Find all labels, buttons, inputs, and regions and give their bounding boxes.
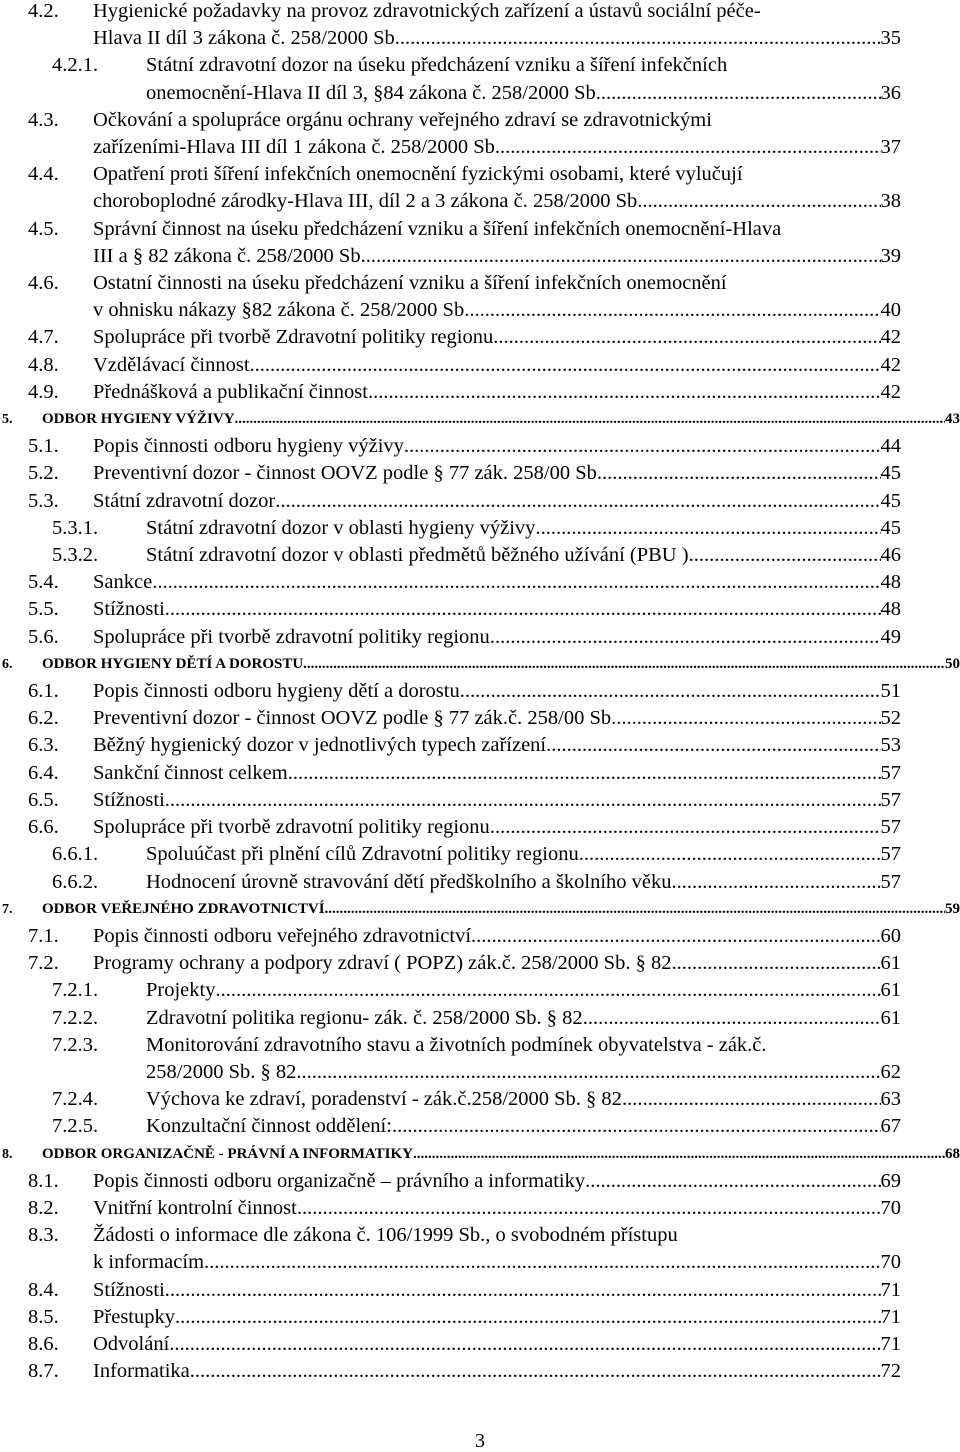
toc-entry-number: 4.3. [28, 108, 59, 131]
toc-dot-leader [392, 1113, 881, 1140]
toc-entry-number: 7.2.1. [52, 979, 99, 1002]
toc-dot-leader [535, 515, 880, 542]
toc-page-number: 59 [945, 900, 960, 917]
toc-page-number: 57 [880, 870, 901, 893]
toc-entry-number: 7.2.2. [52, 1006, 99, 1029]
toc-entry-number: 6.6.2. [52, 870, 99, 893]
toc-entry[interactable] [0, 1032, 960, 1086]
toc-entry-number: 7.2.3. [52, 1033, 99, 1056]
toc-entry-number: 6.6.1. [52, 843, 99, 866]
toc-page-number: 42 [880, 380, 901, 403]
toc-entry-title: Hlava II díl 3 zákona č. 258/2000 Sb. [93, 27, 400, 50]
toc-chapter-entry[interactable] [0, 406, 960, 433]
toc-page-number: 62 [880, 1060, 901, 1083]
toc-entry[interactable] [0, 569, 960, 596]
toc-dot-leader [275, 488, 880, 515]
toc-entry-title: Spolupráce při tvorbě zdravotní politiky regionu [93, 625, 490, 648]
toc-entry-number: 7.2.5. [52, 1115, 99, 1138]
toc-entry-number: 6.2. [28, 707, 59, 730]
toc-entry-number: 8.5. [28, 1305, 59, 1328]
toc-page-number: 70 [880, 1196, 901, 1219]
toc-entry-number: 5.1. [28, 435, 59, 458]
toc-dot-leader [546, 732, 880, 759]
toc-dot-leader [583, 1005, 881, 1032]
toc-dot-leader [366, 243, 881, 270]
toc-entry-number: 8.4. [28, 1278, 59, 1301]
toc-entry[interactable] [0, 379, 960, 406]
toc-page-number: 36 [880, 81, 901, 104]
toc-page-number: 35 [880, 27, 901, 50]
toc-entry[interactable] [0, 1358, 960, 1385]
toc-entry-title: v ohnisku nákazy §82 zákona č. 258/2000 Sb. [93, 299, 470, 322]
toc-page-number: 61 [880, 952, 901, 975]
toc-entry-number: 7.2.4. [52, 1088, 99, 1111]
toc-entry-title: ODBOR HYGIENY VÝŽIVY [42, 411, 235, 428]
toc-entry[interactable] [0, 352, 960, 379]
toc-dot-leader [165, 596, 881, 623]
toc-entry-number: 6.3. [28, 734, 59, 757]
toc-entry[interactable] [0, 515, 960, 542]
toc-entry-number: 7.1. [28, 924, 59, 947]
toc-dot-leader [579, 841, 881, 868]
toc-dot-leader [165, 1277, 881, 1304]
toc-entry-title: Výchova ke zdraví, poradenství - zák.č.258/2000 Sb. § 82 [146, 1088, 622, 1111]
toc-entry-title: Popis činnosti odboru hygieny výživy [93, 435, 404, 458]
toc-page-number: 52 [880, 707, 901, 730]
toc-dot-leader [400, 25, 881, 52]
toc-entry[interactable] [0, 624, 960, 651]
toc-entry-number: 5.5. [28, 598, 59, 621]
toc-entry-number: 8.2. [28, 1196, 59, 1219]
toc-entry-title: zařízeními-Hlava III díl 1 zákona č. 258/2000 Sb. [93, 136, 501, 159]
toc-entry-title: Státní zdravotní dozor v oblasti hygieny výživy [146, 516, 536, 539]
toc-page-number: 57 [880, 788, 901, 811]
toc-entry-number: 4.7. [28, 326, 59, 349]
toc-dot-leader [672, 869, 881, 896]
toc-entry[interactable] [0, 216, 960, 270]
toc-dot-leader [175, 1304, 881, 1331]
toc-entry[interactable] [0, 705, 960, 732]
toc-entry-title: Informatika [93, 1360, 190, 1383]
toc-entry[interactable] [0, 1277, 960, 1304]
toc-dot-leader [622, 1086, 881, 1113]
toc-entry-number: 6.6. [28, 816, 59, 839]
toc-page-number: 44 [880, 435, 901, 458]
toc-entry-title: Státní zdravotní dozor na úseku předcházení vzniku a šíření infekčních [146, 54, 728, 77]
toc-page-number: 45 [880, 462, 901, 485]
toc-entry[interactable] [0, 841, 960, 868]
toc-page-number: 45 [880, 489, 901, 512]
toc-dot-leader [471, 923, 880, 950]
toc-dot-leader [585, 1168, 880, 1195]
toc-entry-number: 6.5. [28, 788, 59, 811]
toc-dot-leader [500, 134, 880, 161]
toc-entry-title: Žádosti o informace dle zákona č. 106/1999 Sb., o svobodném přístupu [93, 1224, 678, 1247]
toc-entry-title: Spoluúčast při plnění cílů Zdravotní politiky regionu [146, 843, 579, 866]
toc-entry-title: Hygienické požadavky na provoz zdravotnických zařízení a ústavů sociální péče- [93, 0, 761, 22]
toc-dot-leader [490, 624, 881, 651]
page-number: 3 [475, 1430, 485, 1452]
toc-entry[interactable] [0, 0, 960, 52]
toc-page-number: 68 [945, 1145, 960, 1162]
toc-entry-number: 5.6. [28, 625, 59, 648]
toc-entry[interactable] [0, 1005, 960, 1032]
toc-dot-leader [303, 651, 945, 678]
toc-entry-number: 8.6. [28, 1332, 59, 1355]
toc-entry-title: Přestupky [93, 1305, 175, 1328]
toc-entry-title: III a § 82 zákona č. 258/2000 Sb. [93, 244, 366, 267]
toc-entry[interactable] [0, 814, 960, 841]
toc-entry-title: ODBOR HYGIENY DĚTÍ A DOROSTU [42, 655, 304, 672]
toc-entry-title: Vnitřní kontrolní činnost [93, 1196, 297, 1219]
toc-entry-title: Stížnosti [93, 1278, 165, 1301]
toc-page-number: 60 [880, 924, 901, 947]
toc-dot-leader [404, 433, 881, 460]
toc-entry[interactable] [0, 488, 960, 515]
toc-page-number: 42 [880, 326, 901, 349]
toc-entry-title: Stížnosti [93, 788, 165, 811]
toc-entry-number: 4.2.1. [52, 54, 99, 77]
toc-page-number: 37 [880, 136, 901, 159]
toc-entry[interactable] [0, 869, 960, 896]
toc-entry-title: ODBOR ORGANIZAČNĚ - PRÁVNÍ A INFORMATIKY [42, 1145, 413, 1162]
toc-entry-title: Stížnosti [93, 598, 165, 621]
toc-entry-number: 5.2. [28, 462, 59, 485]
toc-entry-title: Programy ochrany a podpory zdraví ( POPZ) zák.č. 258/2000 Sb. § 82 [93, 952, 672, 975]
toc-entry[interactable] [0, 433, 960, 460]
toc-chapter-entry[interactable] [0, 896, 960, 923]
toc-page-number: 57 [880, 843, 901, 866]
toc-entry-number: 6. [2, 656, 13, 672]
toc-page-number: 45 [880, 516, 901, 539]
toc-entry-number: 4.5. [28, 217, 59, 240]
toc-entry-number: 4.9. [28, 380, 59, 403]
toc-entry-title: Sankční činnost celkem [93, 761, 288, 784]
toc-page-number: 50 [945, 655, 960, 672]
toc-dot-leader [250, 352, 881, 379]
toc-page-number: 49 [880, 625, 901, 648]
toc-entry-title: Běžný hygienický dozor v jednotlivých typech zařízení [93, 734, 547, 757]
toc-entry[interactable] [0, 596, 960, 623]
toc-page-number: 71 [880, 1305, 901, 1328]
toc-entry-title: Monitorování zdravotního stavu a životních podmínek obyvatelstva - zák.č. [146, 1033, 767, 1056]
toc-entry[interactable] [0, 107, 960, 161]
toc-entry-title: Zdravotní politika regionu- zák. č. 258/2000 Sb. § 82 [146, 1006, 583, 1029]
toc-page-number: 48 [880, 598, 901, 621]
toc-dot-leader [642, 188, 880, 215]
toc-entry[interactable] [0, 1195, 960, 1222]
toc-dot-leader [460, 678, 881, 705]
toc-entry[interactable] [0, 52, 960, 106]
toc-page-number: 71 [880, 1332, 901, 1355]
toc-page-number: 61 [880, 979, 901, 1002]
toc-entry-title: Preventivní dozor - činnost OOVZ podle § 77 zák.č. 258/00 Sb. [93, 707, 617, 730]
toc-dot-leader [296, 1059, 880, 1086]
toc-entry-title: Spolupráce při tvorbě Zdravotní politiky regionu [93, 326, 494, 349]
toc-entry-title: Odvolání [93, 1332, 170, 1355]
toc-chapter-entry[interactable] [0, 1141, 960, 1168]
toc-dot-leader [215, 977, 880, 1004]
toc-entry-title: Státní zdravotní dozor v oblasti předmětů běžného užívání (PBU ) [146, 544, 689, 567]
toc-entry-number: 4.8. [28, 353, 59, 376]
toc-dot-leader [152, 569, 880, 596]
toc-entry[interactable] [0, 787, 960, 814]
toc-entry-title: Popis činnosti odboru organizačně – právního a informatiky [93, 1169, 586, 1192]
toc-entry-number: 8.7. [28, 1360, 59, 1383]
toc-dot-leader [490, 814, 881, 841]
toc-entry-number: 8.1. [28, 1169, 59, 1192]
toc-entry-title: Projekty [146, 979, 216, 1002]
toc-dot-leader [204, 1249, 880, 1276]
toc-entry-number: 6.1. [28, 680, 59, 703]
toc-dot-leader [413, 1141, 945, 1168]
toc-page-number: 40 [880, 299, 901, 322]
toc-entry[interactable] [0, 324, 960, 351]
toc-entry[interactable] [0, 950, 960, 977]
toc-entry[interactable] [0, 732, 960, 759]
toc-entry-title: Ostatní činnosti na úseku předcházení vzniku a šíření infekčních onemocnění [93, 272, 727, 295]
toc-page-number: 67 [880, 1115, 901, 1138]
toc-page-number: 43 [945, 411, 960, 428]
toc-page-number: 46 [880, 544, 901, 567]
toc-page-number: 42 [880, 353, 901, 376]
toc-entry-title: Popis činnosti odboru veřejného zdravotnictví [93, 924, 472, 947]
toc-entry[interactable] [0, 760, 960, 787]
toc-entry-title: ODBOR VEŘEJNÉHO ZDRAVOTNICTVÍ [42, 900, 325, 917]
toc-entry[interactable] [0, 1168, 960, 1195]
toc-entry-title: Vzdělávací činnost [93, 353, 250, 376]
toc-page-number: 71 [880, 1278, 901, 1301]
toc-entry-title: Státní zdravotní dozor [93, 489, 276, 512]
toc-entry-title: choroboplodné zárodky-Hlava III, díl 2 a 3 zákona č. 258/2000 Sb. [93, 190, 643, 213]
toc-page-number: 70 [880, 1251, 901, 1274]
toc-page-number: 51 [880, 680, 901, 703]
toc-entry-title: 258/2000 Sb. § 82 [146, 1060, 297, 1083]
toc-entry-title: Konzultační činnost oddělení: [146, 1115, 392, 1138]
toc-dot-leader [169, 1331, 880, 1358]
toc-entry-title: Sankce [93, 571, 153, 594]
toc-entry-number: 7.2. [28, 952, 59, 975]
toc-entry-number: 6.4. [28, 761, 59, 784]
toc-entry-title: Přednášková a publikační činnost [93, 380, 368, 403]
toc-entry-number: 5. [2, 412, 13, 428]
toc-entry-title: onemocnění-Hlava II díl 3, §84 zákona č. 258/2000 Sb. [146, 81, 601, 104]
toc-entry-number: 5.4. [28, 571, 59, 594]
toc-entry-title: Správní činnost na úseku předcházení vzniku a šíření infekčních onemocnění-Hlava [93, 217, 782, 240]
toc-entry-title: Spolupráce při tvorbě zdravotní politiky regionu [93, 816, 490, 839]
toc-entry-number: 8. [2, 1146, 13, 1162]
toc-dot-leader [671, 950, 880, 977]
toc-entry-title: Preventivní dozor - činnost OOVZ podle § 77 zák. 258/00 Sb. [93, 462, 603, 485]
toc-entry-number: 5.3. [28, 489, 59, 512]
toc-dot-leader [469, 297, 880, 324]
toc-page-number: 69 [880, 1169, 901, 1192]
toc-dot-leader [368, 379, 881, 406]
toc-page-number: 38 [880, 190, 901, 213]
toc-entry-title: Hodnocení úrovně stravování dětí předškolního a školního věku [146, 870, 672, 893]
toc-entry[interactable] [0, 1222, 960, 1276]
toc-dot-leader [165, 787, 881, 814]
toc-entry-number: 5.3.2. [52, 544, 99, 567]
toc-dot-leader [297, 1195, 881, 1222]
toc-entry[interactable] [0, 1304, 960, 1331]
toc-entry-title: Opatření proti šíření infekčních onemocnění fyzickými osobami, které vylučují [93, 163, 743, 186]
toc-page-number: 39 [880, 244, 901, 267]
toc-dot-leader [235, 406, 945, 433]
toc-entry-title: k informacím [93, 1251, 205, 1274]
toc-entry-number: 7. [2, 901, 13, 917]
toc-page-number: 57 [880, 816, 901, 839]
toc-dot-leader [325, 896, 945, 923]
toc-dot-leader [616, 705, 880, 732]
toc-dot-leader [288, 760, 881, 787]
toc-entry[interactable] [0, 1331, 960, 1358]
toc-page-number: 61 [880, 1006, 901, 1029]
toc-entry-title: Očkování a spolupráce orgánu ochrany veřejného zdraví se zdravotnickými [93, 108, 712, 131]
toc-dot-leader [602, 460, 880, 487]
toc-entry[interactable] [0, 161, 960, 215]
toc-entry-number: 4.4. [28, 163, 59, 186]
toc-entry[interactable] [0, 460, 960, 487]
toc-entry-number: 4.2. [28, 0, 59, 22]
toc-chapter-entry[interactable] [0, 651, 960, 678]
toc-entry-number: 8.3. [28, 1224, 59, 1247]
toc-dot-leader [689, 542, 881, 569]
toc-page-number: 53 [880, 734, 901, 757]
toc-page-number: 72 [880, 1360, 901, 1383]
toc-entry[interactable] [0, 1086, 960, 1113]
toc-entry[interactable] [0, 270, 960, 324]
toc-page-number: 63 [880, 1088, 901, 1111]
toc-entry[interactable] [0, 678, 960, 705]
toc-entry[interactable] [0, 977, 960, 1004]
toc-entry-number: 5.3.1. [52, 516, 99, 539]
toc-dot-leader [601, 80, 881, 107]
toc-page-number: 57 [880, 761, 901, 784]
toc-entry[interactable] [0, 923, 960, 950]
toc-entry[interactable] [0, 1113, 960, 1140]
toc-dot-leader [190, 1358, 881, 1385]
toc-entry-title: Popis činnosti odboru hygieny dětí a dorostu [93, 680, 460, 703]
toc-dot-leader [493, 324, 880, 351]
toc-entry-number: 4.6. [28, 272, 59, 295]
toc-entry[interactable] [0, 542, 960, 569]
toc-page-number: 48 [880, 571, 901, 594]
